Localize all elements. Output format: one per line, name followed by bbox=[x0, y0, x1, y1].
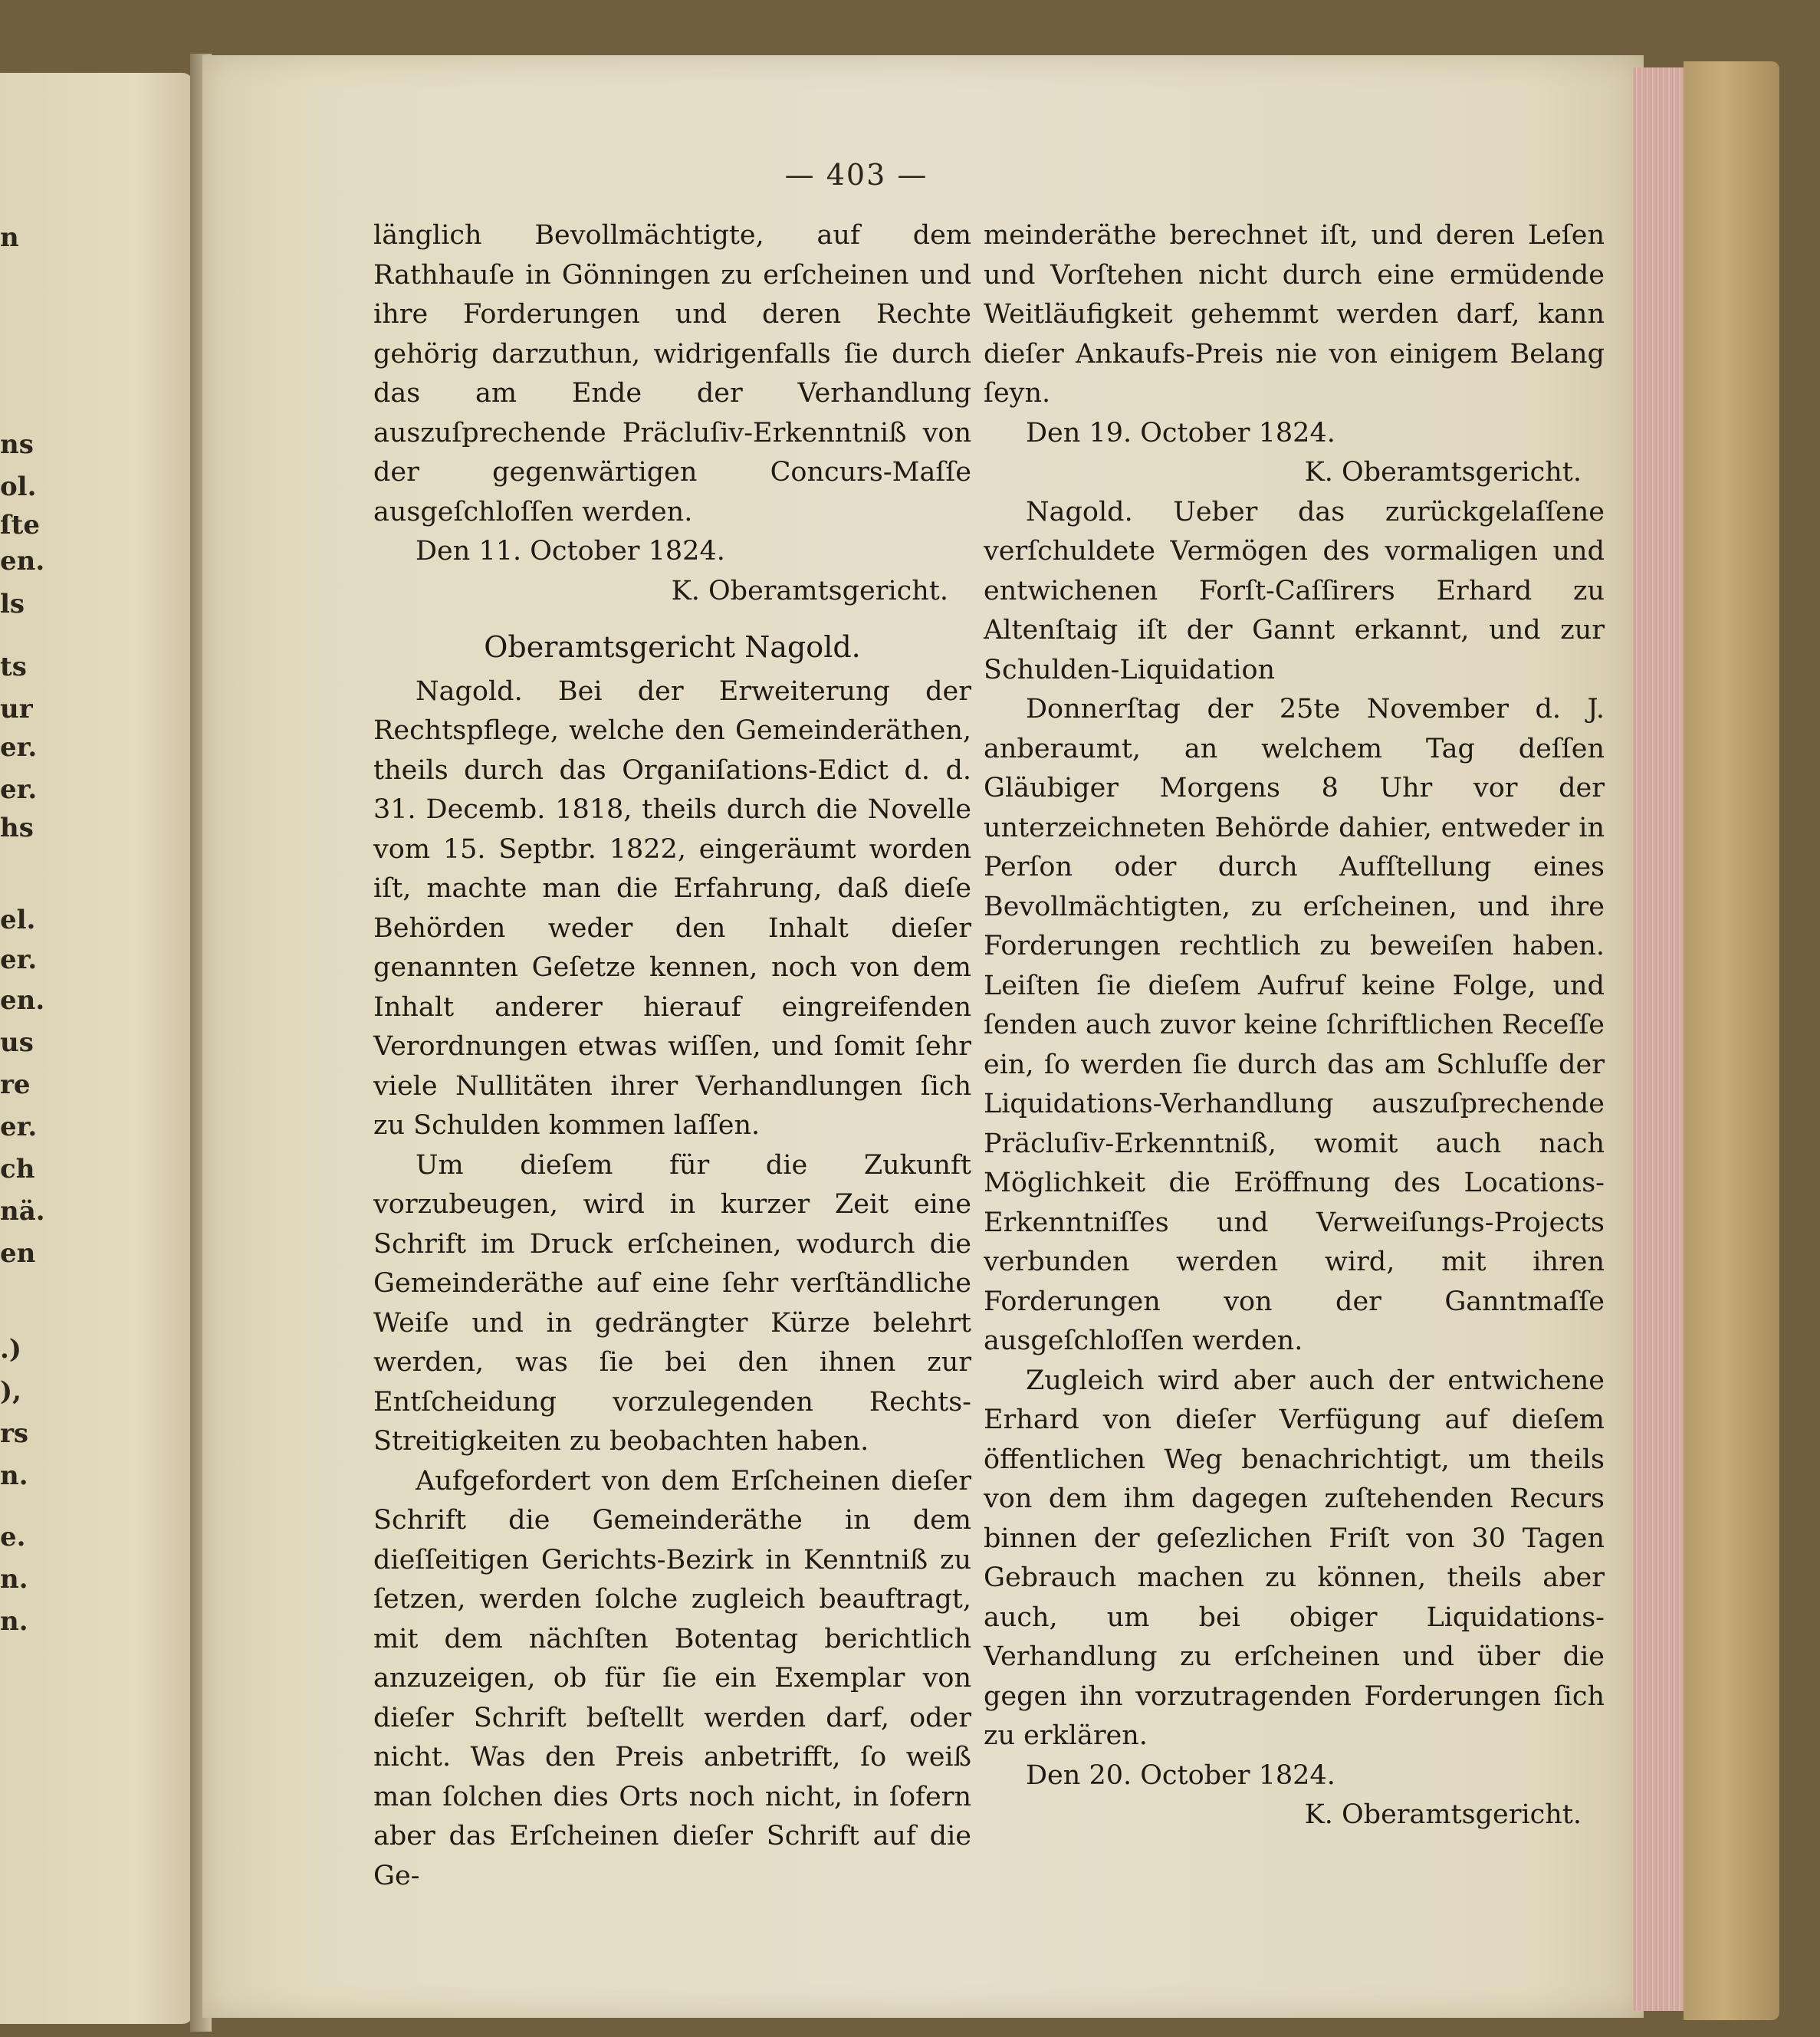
left-page-fragment: en. bbox=[0, 546, 45, 577]
left-page-fragment: ol. bbox=[0, 471, 37, 502]
left-page-fragment: ts bbox=[0, 652, 27, 682]
left-column-text-0: länglich Bevollmächtigte, auf dem Rathhauſe in Gönningen zu erſcheinen und ihre Forderungen und deren Rechte gehörig darzuthun, widrigenfalls ſie durch das am Ende der Verhandlung auszuſprechende Präcluſiv-Erkenntniß von der gegenwärtigen Concurs-Maſſe ausgeſchloſſen werden. bbox=[373, 220, 971, 527]
left-page-fragment: ch bbox=[0, 1154, 35, 1184]
left-page-fragment: er. bbox=[0, 945, 38, 975]
left-page-fragment: .) bbox=[0, 1334, 21, 1365]
left-page-fragment: nä. bbox=[0, 1196, 45, 1227]
right-column-date-6: Den 20. October 1824. bbox=[1026, 1759, 1335, 1791]
left-column-indent-5: Um dieſem für die Zukunft vorzubeugen, wird in kurzer Zeit eine Schrift im Druck erſcheinen, wodurch die Gemeinderäthe auf eine ſehr verſtändliche Weiſe und in gedrängter Kürze belehrt werden, was ſie bei den ihnen zur Entſcheidung vorzulegenden Rechts-Streitigkeiten zu beobachten haben. bbox=[373, 1149, 971, 1457]
left-column-indent-6: Aufgefordert von dem Erſcheinen dieſer Schrift die Gemeinderäthe in dem dieſſeitigen Gerichts-Bezirk in Kenntniß zu ſetzen, werden ſolche zugleich beauftragt, mit dem nächſten Botentag berichtlich anzuzeigen, ob für ſie ein Exemplar von dieſer Schrift beſtellt werden darf, oder nicht. Was den Preis anbetrifft, ſo weiß man ſolchen dies Orts noch nicht, in ſofern aber das Erſcheinen dieſer Schrift auf die Ge- bbox=[373, 1465, 971, 1891]
page-edges bbox=[1633, 67, 1687, 2011]
left-page-fragment: ur bbox=[0, 694, 33, 724]
left-page-fragment: ns bbox=[0, 429, 34, 460]
left-page-fragment: n. bbox=[0, 1564, 28, 1595]
right-column bbox=[984, 216, 1605, 1835]
right-column-date-1: Den 19. October 1824. bbox=[1026, 417, 1335, 448]
left-page-fragment: er. bbox=[0, 732, 38, 763]
page-number: — 403 — bbox=[784, 158, 928, 192]
left-page-fragment: er. bbox=[0, 774, 38, 805]
left-page-fragment: er. bbox=[0, 1112, 38, 1142]
left-page-fragment: n. bbox=[0, 1606, 28, 1637]
book-cover-edge bbox=[1684, 61, 1779, 2020]
left-column-sig-2: K. Oberamtsgericht. bbox=[671, 575, 948, 606]
right-column-text-0: meinderäthe berechnet iſt, und deren Leſen und Vorſtehen nicht durch eine ermüdende Weitläufigkeit gehemmt werden darf, kann dieſer Ankaufs-Preis nie von einigem Belang ſeyn. bbox=[984, 220, 1605, 409]
left-page-fragment: n bbox=[0, 222, 19, 253]
left-page-fragment: n. bbox=[0, 1460, 28, 1491]
left-page-fragment: ), bbox=[0, 1376, 21, 1407]
left-page-fragment: re bbox=[0, 1069, 31, 1100]
left-column bbox=[373, 216, 971, 1896]
right-column-sig-7: K. Oberamtsgericht. bbox=[1304, 1799, 1582, 1830]
right-column-indent-4: Donnerſtag der 25te November d. J. anberaumt, an welchem Tag deſſen Gläubiger Morgens 8 Uhr vor der unterzeichneten Behörde dahier, entweder in Perſon oder durch Aufſtellung eines Bevollmächtigten, zu erſcheinen, und ihre Forderungen rechtlich zu beweiſen haben. Leiſten ſie dieſem Aufruf keine Folge, und ſenden auch zuvor keine ſchriftlichen Receſſe ein, ſo werden ſie durch das am Schluſſe der Liquidations-Verhandlung auszuſprechende Präcluſiv-Erkenntniß, womit auch nach Möglichkeit die Eröffnung des Locations-Erkenntniſſes und Verweiſungs-Projects verbunden werden wird, mit ihren Forderungen von der Ganntmaſſe ausgeſchloſſen werden. bbox=[984, 694, 1605, 1356]
left-page bbox=[0, 73, 193, 2024]
left-page-fragment: rs bbox=[0, 1418, 29, 1449]
left-page-fragment: en. bbox=[0, 985, 45, 1016]
right-column-indent-3: Nagold. Ueber das zurückgelaſſene verſchuldete Vermögen des vormaligen und entwichenen Forſt-Caſſirers Erhard zu Altenſtaig iſt der Gannt erkannt, und zur Schulden-Liquidation bbox=[984, 496, 1605, 685]
right-column-indent-5: Zugleich wird aber auch der entwichene Erhard von dieſer Verfügung auf dieſem öffentlichen Weg benachrichtigt, um theils von dem ihm dagegen zuſtehenden Recurs binnen der geſezlichen Friſt von 30 Tagen Gebrauch machen zu können, theils aber auch, um bei obiger Liquidations-Verhandlung zu erſcheinen und über die gegen ihn vorzutragenden Forderungen ſich zu erklären. bbox=[984, 1365, 1605, 1751]
left-page-fragment: e. bbox=[0, 1522, 26, 1552]
left-page-fragment: ls bbox=[0, 589, 25, 619]
left-page-fragment: us bbox=[0, 1027, 34, 1058]
left-column-date-1: Den 11. October 1824. bbox=[416, 536, 725, 567]
left-column-indent-4: Nagold. Bei der Erweiterung der Rechtspflege, welche den Gemeinderäthen, theils durch das Organiſations-Edict d. d. 31. Decemb. 1818, theils durch die Novelle vom 15. Septbr. 1822, eingeräumt worden iſt, machte man die Erfahrung, daß dieſe Behörden weder den Inhalt dieſer genannten Geſetze kennen, noch von dem Inhalt anderer hierauf eingreifenden Verordnungen etwas wiſſen, und ſomit ſehr viele Nullitäten ihrer Verhandlungen ſich zu Schulden kommen laſſen. bbox=[373, 675, 971, 1141]
left-page-fragment: ſte bbox=[0, 510, 40, 540]
right-column-sig-2: K. Oberamtsgericht. bbox=[1304, 457, 1582, 488]
left-page-fragment: el. bbox=[0, 905, 36, 935]
left-page-fragment: en bbox=[0, 1238, 36, 1269]
left-page-fragment: hs bbox=[0, 813, 34, 843]
left-column-heading-3: Oberamtsgericht Nagold. bbox=[484, 630, 861, 664]
